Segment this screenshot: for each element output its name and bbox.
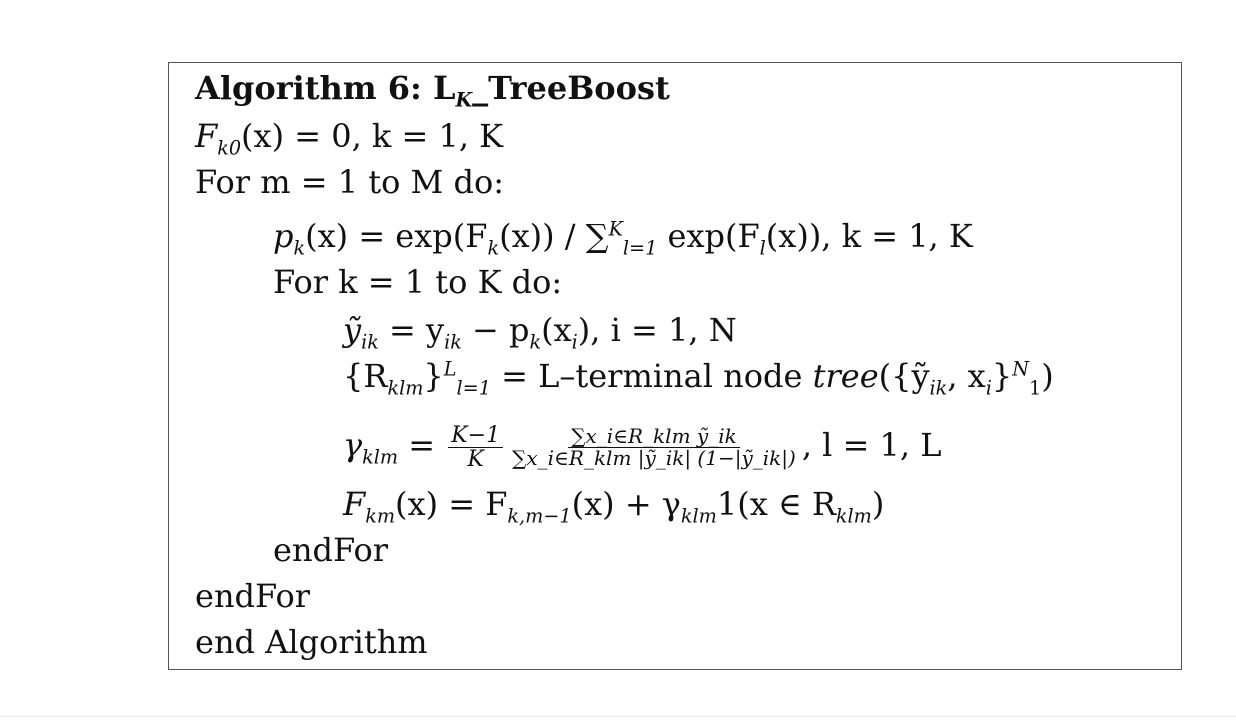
line-residual: ỹ$_{ik}$ = $y_{ik} - p_k(x_i)$, i = 1, N <box>343 311 737 354</box>
line-end-algorithm: end Algorithm <box>195 623 428 661</box>
fraction-gamma: $\frac{\text{∑x\_i∈R\_klm ỹ\_ik}}{\text{∑x\_i∈R\_klm |ỹ\_ik| (1−|ỹ\_ik|)}}$ <box>512 424 796 470</box>
line-endfor-inner: endFor <box>273 531 389 569</box>
line-probability: $p_k(x) = \exp(F_k(x)) / \sum^K_{l=1}$ $\exp(F_l(x))$, k = 1, K <box>273 217 973 260</box>
line-regions: $\{R_{klm}\}^L_{l=1}$ = L–terminal node tree({ỹ$_{ik}$, $x_i\}^N_1$) <box>343 357 1054 400</box>
fraction-k: $\frac{K-1}{K}$ <box>448 424 503 471</box>
line-init: $F_{k0}(x) = 0$, k = 1, K <box>195 117 504 160</box>
line-update: $F_{km}(x) = F_{k,m-1}(x) + \gamma_{klm}1(x$ ∈ $R_{klm}$) <box>343 485 885 528</box>
algorithm-box <box>168 62 1182 670</box>
algorithm-title: Algorithm 6: $L_K\_TreeBoost$ <box>195 69 670 112</box>
line-for-m: For m = 1 to M do: <box>195 163 504 201</box>
line-for-k: For k = 1 to K do: <box>273 263 563 301</box>
page-divider <box>0 716 1236 717</box>
line-gamma: $\gamma_{klm}$ = $\frac{K-1}{K}$ $\frac{\text{∑x\_i∈R\_klm ỹ\_ik}}{\text{∑x\_i∈R\_klm |ỹ\_ik| (1−|ỹ\_ik|)}}$ , l = 1, L <box>343 422 942 472</box>
line-endfor-outer: endFor <box>195 577 311 615</box>
